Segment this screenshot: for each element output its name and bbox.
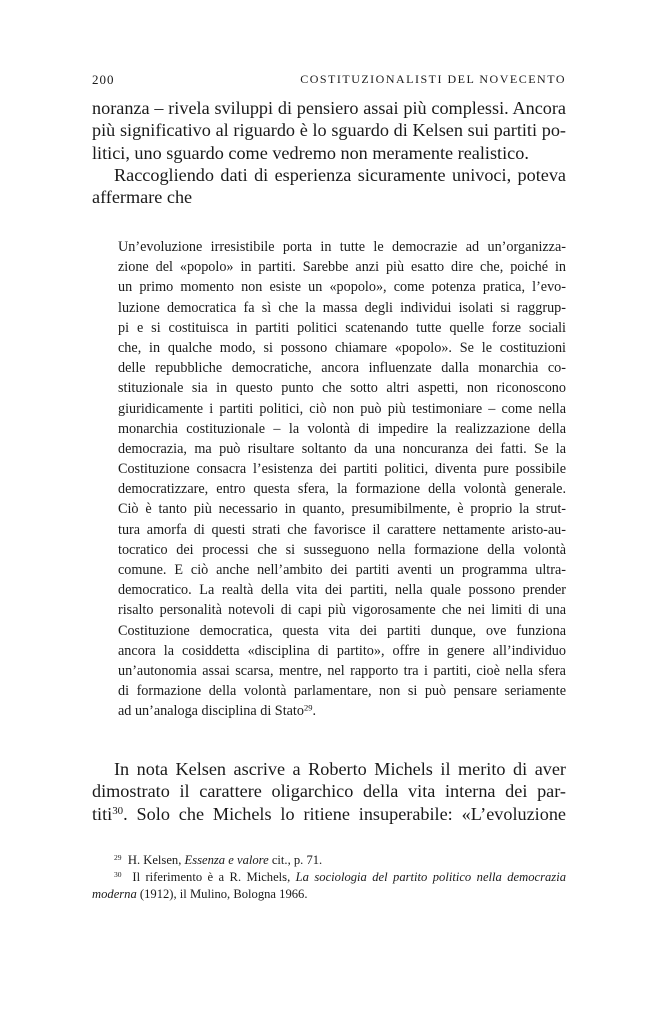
footnotes (92, 852, 566, 903)
quote-text: ad un’analoga disciplina di Stato (118, 703, 304, 720)
quote-line: zione del «popolo» in partiti. Sarebbe anzi più esatto dire che, poiché in (118, 259, 566, 276)
footnote-number: 30 (114, 869, 122, 879)
footnote-title: Essenza e valore (184, 853, 269, 867)
quote-line: risalto personalità notevoli di capi più vigorosamente che nei limiti di una (118, 602, 566, 619)
running-title: COSTITUZIONALISTI DEL NOVECENTO (300, 72, 566, 86)
quote-line: delle repubbliche democratiche, ancora influenzate dalla monarchia co- (118, 360, 566, 377)
text-line: Raccogliendo dati di esperienza sicuramente univoci, poteva (114, 164, 566, 185)
text-fragment: titi (92, 803, 113, 824)
quote-line: democrazia, ma può risultare soltanto da una noncuranza dei fatti. Se la (118, 440, 566, 457)
quote-line-last: ad un’analoga disciplina di Stato$^{29}$. (118, 702, 317, 720)
paragraph-3 (92, 758, 566, 825)
footnote-title: La sociologia del partito politico nella democrazia (295, 870, 567, 884)
footnote-ref: 29 (303, 702, 313, 713)
quote-line: Costituzione democratica, questa vita dei partiti dunque, ove funziona (118, 622, 566, 639)
text-line: affermare che (92, 187, 193, 208)
quote-line: democratizzare, entro questa sfera, la formazione della volontà generale. (118, 481, 566, 498)
quote-line: Costituzione consacra l’esistenza dei partiti politici, diventa pure possibile (118, 461, 566, 478)
quote-line: un’autonomia assai scarsa, mentre, nel rapporto tra i partiti, cioè nella sfera (118, 662, 566, 679)
footnote-text: (1912), il Mulino, Bologna 1966. (136, 887, 308, 901)
quote-line: pi e si costituisca in partiti politici scatenando tutte quelle forze sociali (118, 319, 566, 336)
footnote-title: moderna (92, 887, 137, 901)
footnote-text: cit., p. 71. (268, 853, 323, 867)
running-header (92, 72, 566, 92)
quote-line: Ciò è tanto più necessario in quanto, presumibilmente, è proprio la strut- (118, 501, 566, 518)
quote-line: stituzionale sia in questo punto che sotto altri aspetti, non riconoscono (118, 380, 566, 397)
footnote-29 (92, 852, 566, 869)
quote-line: tocratico dei processi che si susseguono nella formazione della volontà (118, 541, 566, 558)
quote-line: democratico. La realtà della vita dei partiti, nella quale possono prender (118, 582, 566, 599)
footnote-text: H. Kelsen, (127, 853, 185, 867)
page-number: 200 (92, 72, 115, 87)
text-line: dimostrato il carattere oligarchico della vita interna dei par- (92, 781, 566, 802)
quote-line: ancora la cosiddetta «disciplina di partito», offre in genere all’individuo (118, 642, 566, 659)
text-line: litici, uno sguardo come vedremo non meramente realistico. (92, 142, 529, 163)
text-line: In nota Kelsen ascrive a Roberto Michels il merito di aver (114, 759, 566, 779)
quote-line: luzione democratica fa sì che la massa degli individui isolati si raggrup- (118, 299, 566, 316)
text-line: noranza – rivela sviluppi di pensiero assai più complessi. Ancora (92, 98, 566, 118)
footnote-text: Il riferimento è a R. Michels, (132, 870, 296, 884)
footnote-30-cont (92, 886, 566, 903)
quote-line: Un’evoluzione irresistibile porta in tutte le democrazie ad un’organizza- (118, 239, 566, 255)
quote-line: di formazione della volontà parlamentare, non si può pensare seriamente (118, 683, 566, 700)
quote-line: che, in qualche modo, si possono chiamare «popolo». Se le costituzioni (118, 339, 566, 356)
text-line (92, 803, 566, 825)
quote-line: monarchia costituzionale – la volontà di impedire la realizzazione della (118, 420, 566, 437)
quote-line: comune. E ciò anche nell’ambito dei partiti aventi un programma ultra- (118, 562, 566, 578)
block-quote (118, 237, 566, 722)
quote-line: tura amorfa di questi strati che favorisce il carattere nettamente aristo-au- (118, 521, 566, 538)
text-line: più significativo al riguardo è lo sguardo di Kelsen sui partiti po- (92, 120, 566, 141)
quote-line: un primo momento non esiste un «popolo», come potenza pratica, l’evo- (118, 279, 566, 296)
quote-line: giuridicamente i partiti politici, ciò non può più testimoniare – come nella (118, 400, 566, 417)
footnote-30 (92, 869, 566, 886)
paragraph-1 (92, 97, 566, 208)
footnote-number: 29 (114, 852, 122, 862)
footnote-ref: 30 (112, 804, 124, 817)
text-fragment: . Solo che Michels lo ritiene insuperabile: «L’evoluzione (123, 803, 566, 824)
